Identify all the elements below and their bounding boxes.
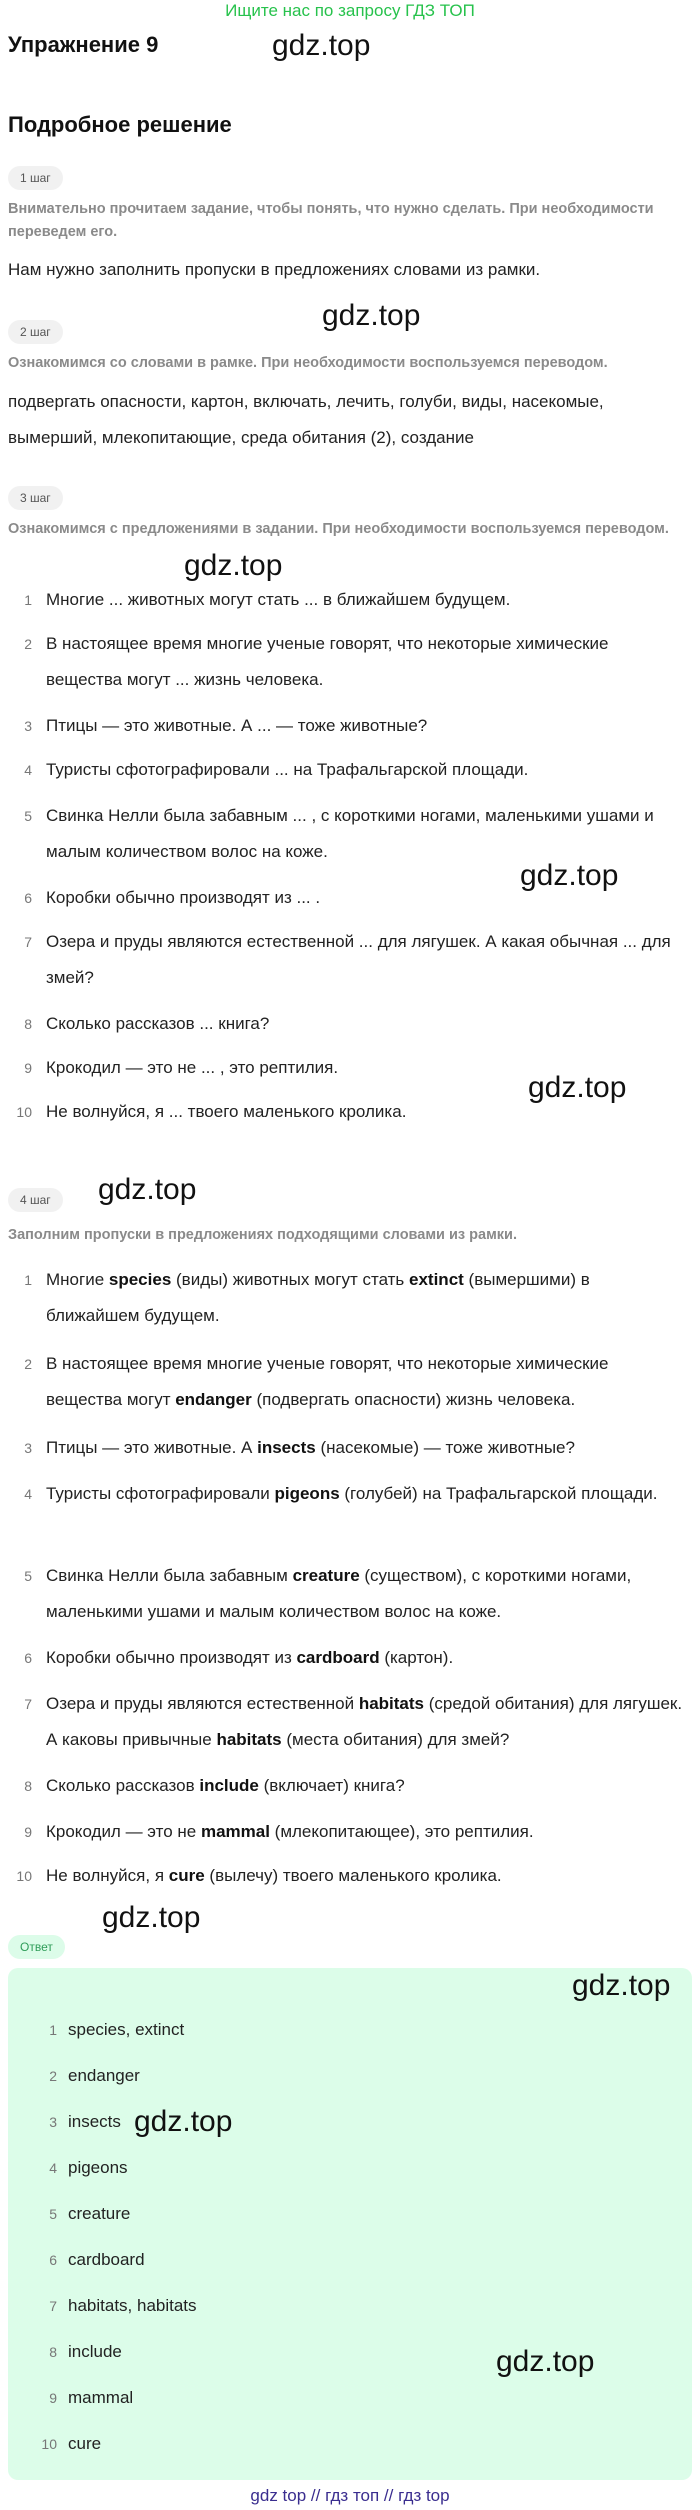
- text-fragment: (места обитания) для змей?: [281, 1730, 510, 1749]
- answer-text: mammal: [68, 2388, 134, 2407]
- item-number: 7: [24, 934, 32, 950]
- text-fragment: Не волнуйся, я: [46, 1866, 169, 1885]
- text-fragment: (включает) книга?: [258, 1776, 405, 1795]
- item-number: 9: [24, 1824, 32, 1840]
- step-badge: 2 шаг: [8, 320, 63, 344]
- item-text: [46, 1768, 686, 1804]
- watermark: gdz.top: [272, 29, 371, 62]
- text-fragment: (существом), с короткими ногами, маленькими ушами и малым количеством волос на коже.: [46, 1566, 632, 1621]
- answer-text: cure: [68, 2434, 102, 2453]
- text-fragment: Озера и пруды являются естественной: [46, 1694, 359, 1713]
- step-text: подвергать опасности, картон, включать, лечить, голуби, виды, насекомые, вымерший, млекопитающие, среда обитания (2), создание: [8, 392, 604, 447]
- text-fragment: Многие: [46, 1270, 109, 1289]
- item-number: 2: [24, 1356, 32, 1372]
- item-text: Крокодил — это не ... , это рептилия.: [46, 1058, 339, 1077]
- item-number: 9: [49, 2390, 57, 2406]
- watermark: gdz.top: [98, 1173, 197, 1206]
- item-number: 1: [24, 1272, 32, 1288]
- text-fragment: (картон).: [379, 1648, 454, 1667]
- answer-badge: Ответ: [8, 1935, 65, 1959]
- step-badge: 4 шаг: [8, 1188, 63, 1212]
- watermark: gdz.top: [184, 549, 283, 582]
- answer-text: species, extinct: [68, 2020, 185, 2039]
- item-text: [46, 1686, 686, 1758]
- text-fragment: (голубей) на Трафальгарской площади.: [339, 1484, 658, 1503]
- text-fragment: Свинка Нелли была забавным: [46, 1566, 293, 1585]
- item-text: [46, 1814, 686, 1850]
- text-fragment: (средой обитания) для лягушек. А каковы привычные: [46, 1694, 683, 1749]
- step-hint: Ознакомимся со словами в рамке. При необходимости воспользуемся переводом.: [8, 355, 608, 371]
- step-badge: 3 шаг: [8, 486, 63, 510]
- answer-word: creature: [292, 1566, 360, 1585]
- answer-word: habitats: [216, 1730, 282, 1749]
- item-number: 7: [49, 2298, 57, 2314]
- item-number: 2: [49, 2068, 57, 2084]
- answer-word: pigeons: [274, 1484, 340, 1503]
- answer-word: species: [108, 1270, 172, 1289]
- item-text: Многие ... животных могут стать ... в ближайшем будущем.: [46, 590, 511, 609]
- text-fragment: (млекопитающее), это рептилия.: [269, 1822, 534, 1841]
- text-fragment: Крокодил — это не: [46, 1822, 201, 1841]
- item-text: [46, 1858, 686, 1894]
- footer[interactable]: gdz top // гдз топ // гдз top: [250, 2486, 450, 2505]
- answer-box: [8, 1968, 692, 2480]
- text-fragment: В настоящее время многие ученые говорят, что некоторые химические вещества могут: [46, 1354, 609, 1409]
- item-text: [46, 1430, 686, 1466]
- item-number: 9: [24, 1060, 32, 1076]
- answer-text: creature: [68, 2204, 131, 2223]
- item-text: Не волнуйся, я ... твоего маленького кролика.: [46, 1102, 407, 1121]
- step-hint: Ознакомимся с предложениями в задании. При необходимости воспользуемся переводом.: [8, 521, 669, 537]
- answer-text: endanger: [68, 2066, 140, 2085]
- answer-word: mammal: [200, 1822, 270, 1841]
- item-text: В настоящее время многие ученые говорят, что некоторые химические вещества могут ... жизнь человека.: [46, 634, 609, 689]
- watermark: gdz.top: [134, 2105, 233, 2138]
- answer-word: endanger: [175, 1390, 252, 1409]
- item-text: Коробки обычно производят из ... .: [46, 888, 321, 907]
- text-fragment: Коробки обычно производят из: [46, 1648, 297, 1667]
- watermark: gdz.top: [520, 859, 619, 892]
- text-fragment: Птицы — это животные. А: [46, 1438, 258, 1457]
- item-text: Птицы — это животные. А ... — тоже животные?: [46, 716, 428, 735]
- item-text: Свинка Нелли была забавным ... , с короткими ногами, маленькими ушами и малым количеством волос на коже.: [46, 806, 654, 861]
- item-number: 3: [49, 2114, 57, 2130]
- text-fragment: (вылечу) твоего маленького кролика.: [204, 1866, 502, 1885]
- answer-word: include: [199, 1776, 259, 1795]
- answer-text: insects: [68, 2112, 121, 2131]
- item-text: [46, 1640, 686, 1676]
- watermark: gdz.top: [322, 299, 421, 332]
- item-number: 8: [49, 2344, 57, 2360]
- item-number: 5: [24, 1568, 32, 1584]
- answer-text: habitats, habitats: [68, 2296, 197, 2315]
- text-fragment: Туристы сфотографировали: [46, 1484, 275, 1503]
- step-badge: 1 шаг: [8, 166, 63, 190]
- text-fragment: Сколько рассказов: [46, 1776, 200, 1795]
- page-title: Упражнение 9: [8, 32, 159, 57]
- item-number: 6: [24, 1650, 32, 1666]
- item-text: Сколько рассказов ... книга?: [46, 1014, 270, 1033]
- item-number: 4: [24, 1486, 32, 1502]
- watermark: gdz.top: [102, 1901, 201, 1934]
- item-text: [46, 1262, 686, 1334]
- item-number: 1: [24, 592, 32, 608]
- answer-word: cardboard: [296, 1648, 380, 1667]
- item-number: 10: [16, 1868, 32, 1884]
- item-number: 1: [49, 2022, 57, 2038]
- text-fragment: (насекомые) — тоже животные?: [315, 1438, 575, 1457]
- item-number: 10: [41, 2436, 57, 2452]
- answer-word: cure: [168, 1866, 205, 1885]
- section-title: Подробное решение: [8, 112, 232, 137]
- answer-text: cardboard: [68, 2250, 145, 2269]
- step-hint: Заполним пропуски в предложениях подходящими словами из рамки.: [8, 1227, 518, 1243]
- answer-text: pigeons: [68, 2158, 128, 2177]
- item-number: 4: [49, 2160, 57, 2176]
- item-number: 5: [49, 2206, 57, 2222]
- item-text: Озера и пруды являются естественной ... для лягушек. А какая обычная ... для змей?: [46, 932, 671, 987]
- item-text: Туристы сфотографировали ... на Трафальгарской площади.: [46, 760, 529, 779]
- watermark: gdz.top: [496, 2345, 595, 2378]
- text-fragment: (вымершими) в ближайшем будущем.: [46, 1270, 590, 1325]
- answer-word: extinct: [409, 1270, 464, 1289]
- item-number: 3: [24, 1440, 32, 1456]
- step-hint: Внимательно прочитаем задание, чтобы понять, что нужно сделать. При необходимости переведем его.: [8, 201, 654, 240]
- search-banner[interactable]: Ищите нас по запросу ГДЗ ТОП: [225, 1, 475, 20]
- item-number: 4: [24, 762, 32, 778]
- watermark: gdz.top: [528, 1071, 627, 1104]
- item-number: 7: [24, 1696, 32, 1712]
- item-number: 6: [49, 2252, 57, 2268]
- item-number: 3: [24, 718, 32, 734]
- watermark: gdz.top: [572, 1969, 671, 2002]
- answer-word: habitats: [358, 1694, 424, 1713]
- item-text: [46, 1476, 686, 1512]
- step-text: Нам нужно заполнить пропуски в предложениях словами из рамки.: [8, 260, 541, 279]
- item-text: [46, 1346, 686, 1418]
- answer-word: insects: [257, 1438, 316, 1457]
- item-number: 5: [24, 808, 32, 824]
- text-fragment: (виды) животных могут стать: [171, 1270, 410, 1289]
- item-number: 10: [16, 1104, 32, 1120]
- item-number: 8: [24, 1016, 32, 1032]
- text-fragment: (подвергать опасности) жизнь человека.: [251, 1390, 576, 1409]
- item-number: 2: [24, 636, 32, 652]
- item-number: 8: [24, 1778, 32, 1794]
- item-text: [46, 1558, 686, 1630]
- item-number: 6: [24, 890, 32, 906]
- answer-text: include: [68, 2342, 122, 2361]
